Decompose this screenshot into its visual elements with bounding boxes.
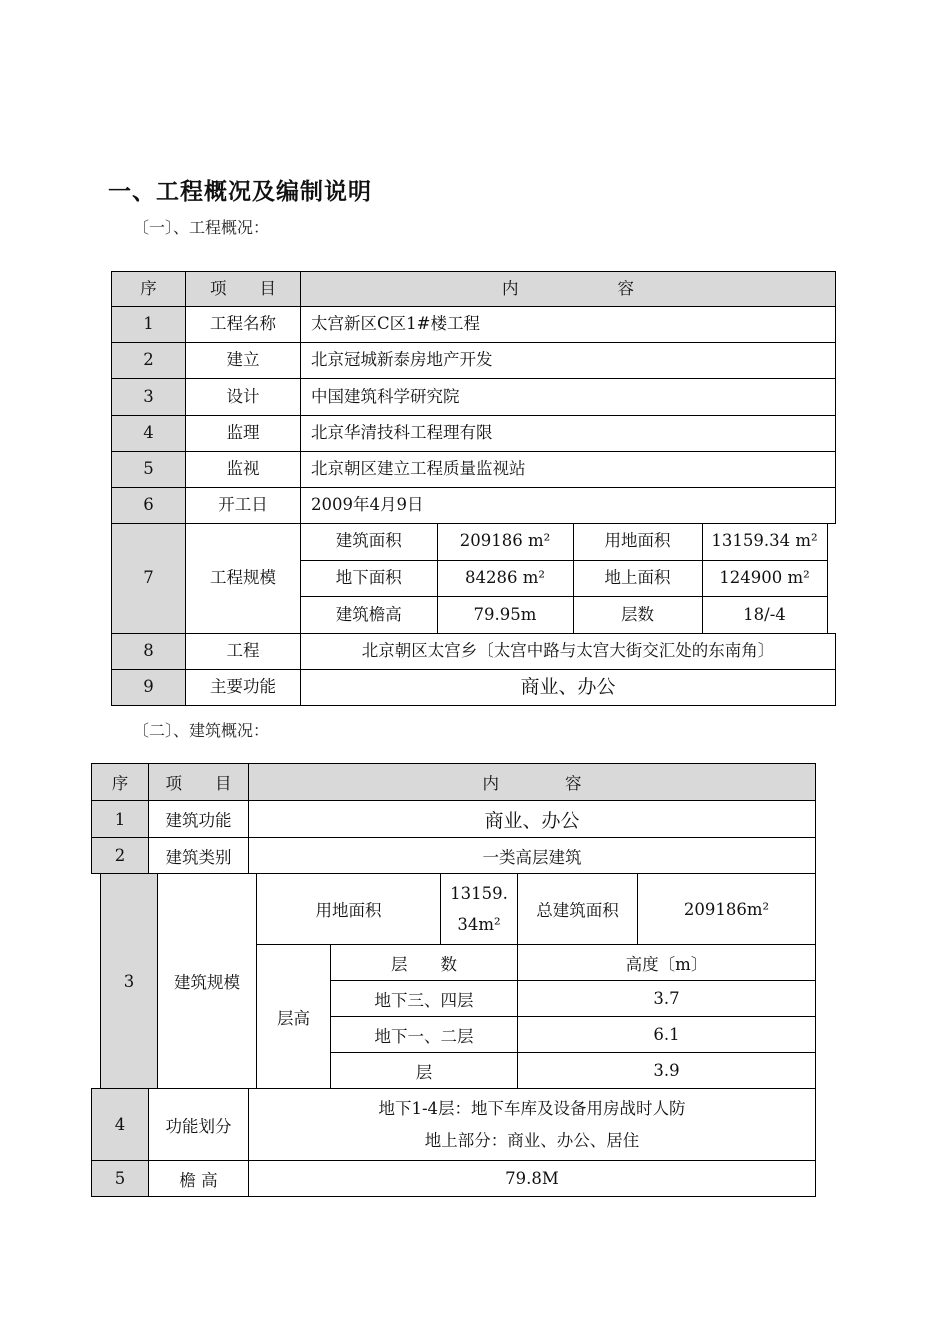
row-no: 4: [112, 416, 186, 452]
row-item: 建立: [186, 343, 301, 379]
row-content: 北京朝区太宫乡〔太宫中路与太宫大街交汇处的东南角〕: [301, 634, 836, 670]
scale-value: 84286 m²: [437, 560, 573, 597]
total-area-value: 209186m²: [637, 873, 816, 945]
table-row: [112, 452, 836, 488]
header-content: 内 容: [248, 763, 816, 801]
floor-height: 3.9: [517, 1052, 816, 1089]
floor-height: 3.7: [517, 980, 816, 1017]
floor-name: 地下三、四层: [330, 980, 518, 1017]
row-item: 主要功能: [186, 670, 301, 706]
table-row: [112, 307, 836, 343]
header-content: 内 容: [301, 272, 836, 307]
row-no: 5: [91, 1160, 149, 1197]
table-row: [112, 379, 836, 416]
row-no: 3: [100, 873, 158, 1089]
row-item: 建筑规模: [157, 873, 257, 1089]
row-item: 工程: [186, 634, 301, 670]
row-no: 2: [112, 343, 186, 379]
height-header: 高度〔m〕: [517, 944, 816, 981]
row-content: 中国建筑科学研究院: [301, 379, 836, 416]
floor-name: 地下一、二层: [330, 1016, 518, 1053]
row-item: 监理: [186, 416, 301, 452]
function-line: 地上部分：商业、办公、居住: [424, 1130, 640, 1150]
scale-label: 建筑檐高: [301, 597, 437, 633]
section2-title: 〔二〕、建筑概况：: [133, 721, 270, 740]
floor-height-label: 层高: [256, 944, 331, 1089]
floors-header: 层 数: [330, 944, 518, 981]
project-overview-table: [111, 271, 836, 706]
table-row: [112, 488, 836, 524]
scale-value: 13159.34 m²: [702, 524, 827, 560]
table-row-scale: [112, 524, 836, 634]
row-content: 一类高层建筑: [248, 837, 816, 874]
scale-label: 建筑面积: [301, 524, 437, 560]
row-no: 8: [112, 634, 186, 670]
row-no: 5: [112, 452, 186, 488]
row-no: 9: [112, 670, 186, 706]
scale-value: 79.95m: [437, 597, 573, 633]
row-no: 2: [91, 837, 149, 874]
row-item: 建筑功能: [148, 800, 249, 838]
row-content: 商业、办公: [248, 800, 816, 838]
section1-title: 〔一〕、工程概况：: [133, 218, 270, 237]
table-row: [112, 670, 836, 706]
header-item: 项 目: [148, 763, 249, 801]
function-line: 地下1-4层：地下车库及设备用房战时人防: [378, 1099, 686, 1119]
scale-value: 124900 m²: [702, 560, 827, 597]
land-area-label: 用地面积: [256, 873, 441, 945]
table-row: [112, 343, 836, 379]
floor-height: 6.1: [517, 1016, 816, 1053]
scale-value: 18/-4: [702, 597, 827, 633]
table-row: [112, 634, 836, 670]
row-content: 北京朝区建立工程质量监视站: [301, 452, 836, 488]
row-content: 2009年4月9日: [301, 488, 836, 524]
land-area-value-line1: 13159.: [450, 883, 508, 903]
total-area-label: 总建筑面积: [517, 873, 638, 945]
row-content: 北京华清技科工程理有限: [301, 416, 836, 452]
row-item: 功能划分: [148, 1088, 249, 1161]
row-no: 4: [91, 1088, 149, 1161]
scale-label: 地上面积: [573, 560, 702, 597]
floor-name: 层: [330, 1052, 518, 1089]
row-item: 监视: [186, 452, 301, 488]
scale-label: 用地面积: [573, 524, 702, 560]
row-item: 建筑类别: [148, 837, 249, 874]
row-no: 7: [112, 524, 186, 634]
scale-subtable: [301, 524, 828, 633]
table-row: [112, 416, 836, 452]
scale-label: 层数: [573, 597, 702, 633]
function-division: [248, 1088, 816, 1161]
row-content: 北京冠城新泰房地产开发: [301, 343, 836, 379]
row-no: 3: [112, 379, 186, 416]
page-heading: 一、工程概况及编制说明: [108, 179, 372, 205]
scale-label: 地下面积: [301, 560, 437, 597]
row-content: 商业、办公: [301, 670, 836, 706]
row-no: 1: [91, 800, 149, 838]
scale-value: 209186 m²: [437, 524, 573, 560]
land-area-value-line2: 34m²: [457, 915, 501, 934]
row-no: 6: [112, 488, 186, 524]
row-content: 79.8M: [248, 1160, 816, 1197]
row-item: 工程规模: [186, 524, 301, 634]
header-no: 序: [91, 763, 149, 801]
row-no: 1: [112, 307, 186, 343]
row-item: 工程名称: [186, 307, 301, 343]
header-no: 序: [112, 272, 186, 307]
row-content: 太宫新区C区1#楼工程: [301, 307, 836, 343]
row-item: 设计: [186, 379, 301, 416]
header-item: 项 目: [186, 272, 301, 307]
row-item: 檐 高: [148, 1160, 249, 1197]
land-area-value: [440, 873, 518, 945]
row-item: 开工日: [186, 488, 301, 524]
scale-cell: [301, 524, 836, 634]
